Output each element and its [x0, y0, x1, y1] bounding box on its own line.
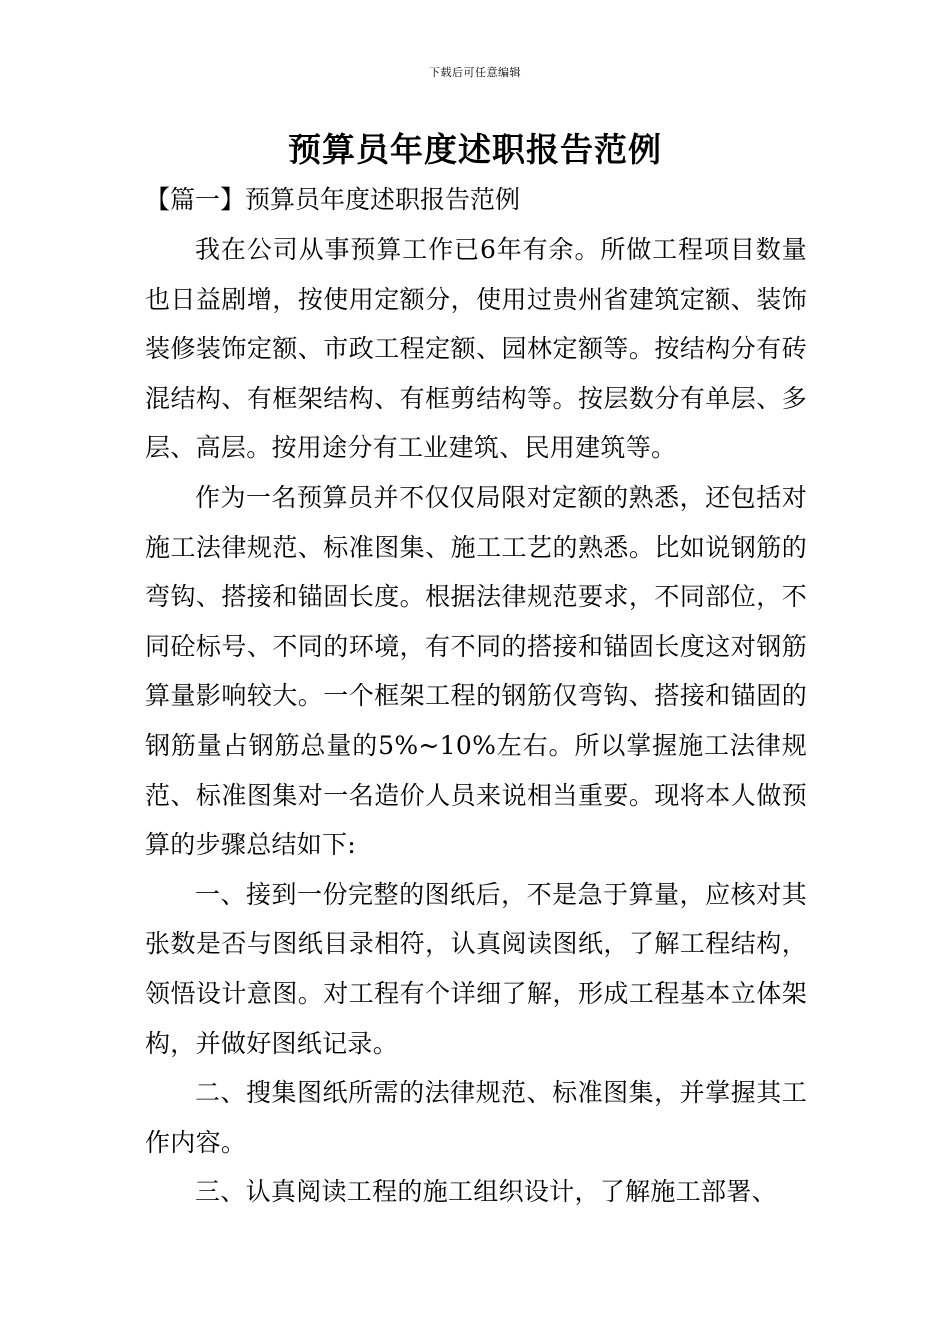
section-heading: 【篇一】预算员年度述职报告范例 — [145, 185, 521, 214]
paragraph: 二、搜集图纸所需的法律规范、标准图集，并掌握其工作内容。 — [145, 1078, 807, 1157]
paragraph: 作为一名预算员并不仅仅局限对定额的熟悉，还包括对施工法律规范、标准图集、施工工艺的熟悉。比如说钢筋的弯钩、搭接和锚固长度。根据法律规范要求，不同部位，不同砼标号、不同的环境，有不同的搭接和锚固长度这对钢筋算量影响较大。一个框架工程的钢筋仅弯钩、搭接和锚固的钢筋量占钢筋总量的5%~10%左右。所以掌握施工法律规范、标准图集对一名造价人员来说相当重要。现将本人做预算的步骤总结如下: — [145, 482, 807, 860]
paragraph: 我在公司从事预算工作已6年有余。所做工程项目数量也日益剧增，按使用定额分，使用过贵州省建筑定额、装饰装修装饰定额、市政工程定额、园林定额等。按结构分有砖混结构、有框架结构、有框剪结构等。按层数分有单层、多层、高层。按用途分有工业建筑、民用建筑等。 — [145, 235, 807, 463]
header-note: 下载后可任意编辑 — [429, 66, 521, 79]
paragraph: 一、接到一份完整的图纸后，不是急于算量，应核对其张数是否与图纸目录相符，认真阅读图纸，了解工程结构，领悟设计意图。对工程有个详细了解，形成工程基本立体架构，并做好图纸记录。 — [145, 879, 807, 1058]
paragraph: 三、认真阅读工程的施工组织设计，了解施工部署、 — [195, 1177, 777, 1207]
document-title: 预算员年度述职报告范例 — [288, 130, 662, 169]
body-text — [145, 225, 807, 1217]
